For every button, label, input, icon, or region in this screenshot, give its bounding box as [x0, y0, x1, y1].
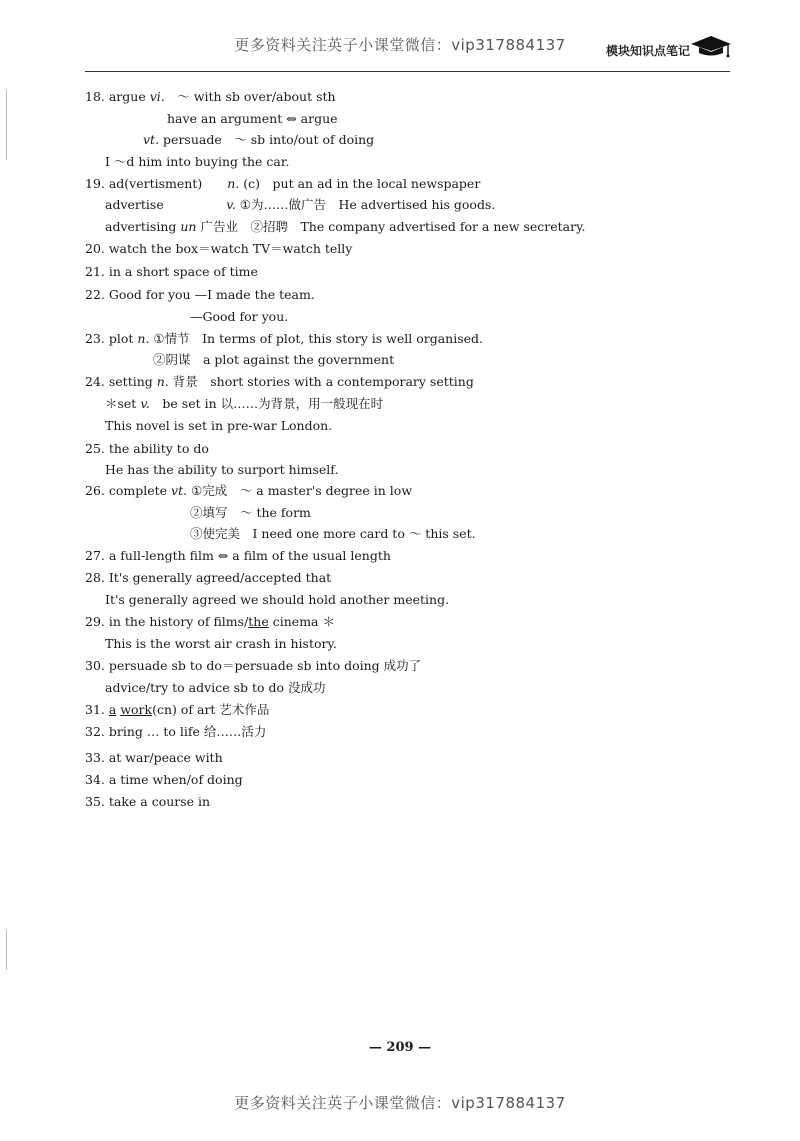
- watermark-top: 更多资料关注英子小课堂微信：vip317884137: [234, 36, 566, 54]
- entry-18-line-3: vt. persuade ～ sb into/out of doing: [143, 132, 375, 147]
- page-number: — 209 —: [368, 1040, 432, 1055]
- entry-22-line-2: —Good for you.: [190, 309, 289, 324]
- entry-24-line-2: ＊set v. be set in 以……为背景，用一般现在时: [105, 396, 384, 411]
- entry-28-line-1: 28. It's generally agreed/accepted that: [85, 570, 332, 585]
- entry-18-line-1: 18. argue vi. ～ with sb over/about sth: [85, 89, 336, 104]
- entry-20: 20. watch the box＝watch TV＝watch telly: [85, 241, 353, 256]
- entry-22-line-1: 22. Good for you —I made the team.: [85, 287, 315, 302]
- entry-26-line-1: 26. complete vt. ①完成 ～ a master's degree in low: [85, 483, 413, 498]
- entry-23-line-1: 23. plot n. ①情节 In terms of plot, this story is well organised.: [85, 331, 484, 346]
- watermark-bottom: 更多资料关注英子小课堂微信：vip317884137: [234, 1094, 566, 1112]
- graduation-cap-icon: [690, 34, 732, 58]
- entry-27: 27. a full-length film ⇔ a film of the usual length: [85, 548, 391, 563]
- header-label: 模块知识点笔记: [606, 44, 691, 58]
- header-rule: [85, 71, 730, 72]
- entry-29-line-1: 29. in the history of films/the cinema ＊: [85, 614, 335, 629]
- entry-34: 34. a time when/of doing: [85, 772, 243, 787]
- margin-mark: [6, 90, 7, 160]
- entry-24-line-1: 24. setting n. 背景 short stories with a contemporary setting: [85, 374, 474, 389]
- entry-19-line-2: advertise v. ①为……做广告 He advertised his goods.: [105, 197, 496, 212]
- entry-26-line-2: ②填写 ～ the form: [190, 505, 311, 520]
- entry-28-line-2: It's generally agreed we should hold another meeting.: [105, 592, 450, 607]
- entry-21: 21. in a short space of time: [85, 264, 258, 279]
- entry-26-line-3: ③使完美 I need one more card to ～ this set.: [190, 526, 476, 541]
- entry-29-line-2: This is the worst air crash in history.: [105, 636, 337, 651]
- entry-19-line-1: 19. ad(vertisment) n. (c) put an ad in the local newspaper: [85, 176, 481, 191]
- entry-25-line-2: He has the ability to surport himself.: [105, 462, 339, 477]
- entry-35: 35. take a course in: [85, 794, 211, 809]
- entry-19-line-3: advertising un 广告业 ②招聘 The company advertised for a new secretary.: [105, 219, 586, 234]
- entry-18-line-4: I ～d him into buying the car.: [105, 154, 290, 169]
- entry-18-line-2: have an argument ⇔ argue: [167, 111, 338, 126]
- entry-30-line-2: advice/try to advice sb to do 没成功: [105, 680, 326, 695]
- entry-25-line-1: 25. the ability to do: [85, 441, 209, 456]
- entry-32: 32. bring … to life 给……活力: [85, 724, 267, 739]
- entry-24-line-3: This novel is set in pre-war London.: [105, 418, 333, 433]
- margin-mark: [6, 930, 7, 970]
- entry-31: 31. a work(cn) of art 艺术作品: [85, 702, 270, 717]
- entry-33: 33. at war/peace with: [85, 750, 223, 765]
- entry-30-line-1: 30. persuade sb to do＝persuade sb into doing 成功了: [85, 658, 422, 673]
- entry-23-line-2: ②阴谋 a plot against the government: [153, 352, 395, 367]
